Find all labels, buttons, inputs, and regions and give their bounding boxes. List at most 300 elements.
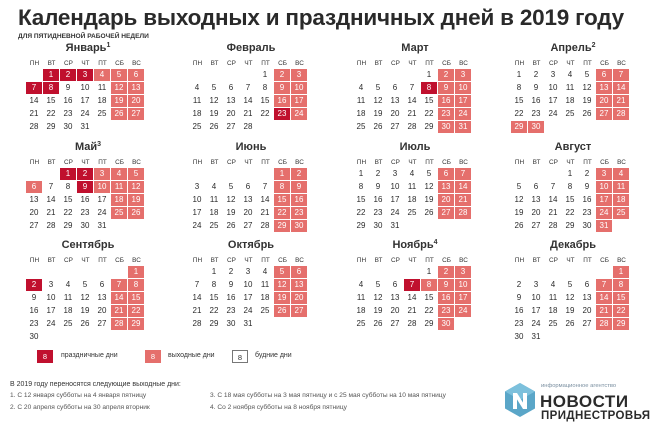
day-cell: 22 bbox=[356, 208, 366, 217]
day-grid bbox=[511, 266, 635, 344]
month-name: Декабрь bbox=[550, 239, 596, 251]
day-cell: 3 bbox=[533, 280, 539, 289]
day-cell: 23 bbox=[226, 306, 236, 315]
day-cell: 15 bbox=[209, 293, 219, 302]
day-cell: 26 bbox=[226, 221, 236, 230]
day-grid bbox=[511, 69, 635, 147]
day-cell-holiday: 2 bbox=[26, 279, 42, 291]
day-grid bbox=[189, 266, 313, 344]
day-grid bbox=[189, 69, 313, 147]
day-cell: 15 bbox=[424, 96, 434, 105]
day-cell: 12 bbox=[80, 293, 90, 302]
day-cell: 15 bbox=[565, 195, 575, 204]
weekday-label: ПТ bbox=[583, 257, 592, 264]
month-title bbox=[511, 239, 635, 251]
day-cell: 9 bbox=[584, 182, 590, 191]
day-cell: 23 bbox=[80, 208, 90, 217]
day-cell: 21 bbox=[407, 109, 417, 118]
day-cell: 6 bbox=[99, 280, 105, 289]
day-cell-weekend: 1 bbox=[128, 266, 144, 278]
day-cell: 29 bbox=[209, 319, 219, 328]
day-cell: 26 bbox=[582, 109, 592, 118]
day-cell-weekend: 30 bbox=[528, 121, 544, 133]
day-cell: 6 bbox=[392, 280, 398, 289]
weekday-label: ПН bbox=[356, 60, 367, 67]
day-cell: 17 bbox=[531, 306, 541, 315]
day-cell: 5 bbox=[567, 280, 573, 289]
day-cell: 14 bbox=[243, 96, 253, 105]
day-cell: 11 bbox=[97, 83, 107, 92]
day-cell-weekend: 28 bbox=[596, 318, 612, 330]
day-cell: 9 bbox=[228, 280, 234, 289]
weekday-label: ВТ bbox=[47, 257, 56, 264]
day-cell-weekend: 24 bbox=[291, 108, 307, 120]
day-cell: 8 bbox=[211, 280, 217, 289]
weekday-header bbox=[353, 257, 477, 266]
weekday-label: ВТ bbox=[210, 257, 219, 264]
day-cell-weekend: 7 bbox=[111, 279, 127, 291]
day-cell: 24 bbox=[531, 319, 541, 328]
weekday-label: СБ bbox=[600, 257, 609, 264]
day-cell: 22 bbox=[46, 109, 56, 118]
month-footnote-mark: 4 bbox=[433, 239, 438, 246]
weekday-header bbox=[189, 159, 313, 168]
day-cell: 26 bbox=[565, 319, 575, 328]
day-cell: 16 bbox=[582, 195, 592, 204]
day-cell: 21 bbox=[548, 208, 558, 217]
day-cell-weekend: 21 bbox=[111, 305, 127, 317]
day-cell-weekend: 1 bbox=[274, 168, 290, 180]
day-cell: 11 bbox=[356, 96, 366, 105]
day-cell-weekend: 4 bbox=[94, 69, 110, 81]
day-cell-holiday: 2 bbox=[77, 168, 93, 180]
day-cell: 26 bbox=[373, 122, 383, 131]
note-item-2: 2. С 20 апреля субботы на 30 апреля вторник bbox=[10, 404, 150, 411]
day-cell: 4 bbox=[262, 267, 268, 276]
legend-workday-swatch: 8 bbox=[232, 350, 248, 363]
weekday-label: СБ bbox=[115, 257, 124, 264]
day-cell: 28 bbox=[29, 122, 39, 131]
day-cell-holiday: 1 bbox=[60, 168, 76, 180]
day-cell: 3 bbox=[392, 169, 398, 178]
day-cell: 16 bbox=[373, 195, 383, 204]
day-cell-weekend: 30 bbox=[291, 220, 307, 232]
day-cell: 14 bbox=[260, 195, 270, 204]
day-cell-weekend: 6 bbox=[596, 69, 612, 81]
day-cell: 10 bbox=[531, 293, 541, 302]
day-cell: 2 bbox=[228, 267, 234, 276]
day-cell-weekend: 22 bbox=[128, 305, 144, 317]
day-cell: 3 bbox=[245, 267, 251, 276]
weekday-label: ВТ bbox=[374, 159, 383, 166]
day-cell: 18 bbox=[260, 293, 270, 302]
day-cell-weekend: 15 bbox=[128, 292, 144, 304]
day-cell: 3 bbox=[550, 70, 556, 79]
day-cell: 23 bbox=[582, 208, 592, 217]
logo-line1: НОВОСТИ bbox=[540, 392, 629, 411]
weekday-label: СР bbox=[549, 159, 558, 166]
day-cell: 28 bbox=[260, 221, 270, 230]
weekday-label: ВС bbox=[132, 159, 141, 166]
day-cell: 2 bbox=[533, 70, 539, 79]
day-cell: 20 bbox=[390, 109, 400, 118]
month-6 bbox=[189, 141, 313, 244]
day-cell: 27 bbox=[243, 221, 253, 230]
month-name: Февраль bbox=[226, 42, 276, 54]
day-cell: 5 bbox=[228, 182, 234, 191]
day-grid bbox=[26, 266, 150, 344]
weekday-header bbox=[26, 159, 150, 168]
day-cell: 20 bbox=[582, 306, 592, 315]
day-cell: 7 bbox=[262, 182, 268, 191]
month-name: Май bbox=[74, 141, 98, 153]
weekday-label: СБ bbox=[442, 257, 451, 264]
weekday-header bbox=[189, 257, 313, 266]
weekday-label: ПН bbox=[514, 159, 525, 166]
month-name: Апрель bbox=[550, 42, 592, 54]
weekday-label: ПТ bbox=[425, 159, 434, 166]
month-name: Июль bbox=[399, 141, 431, 153]
day-cell-weekend: 16 bbox=[438, 292, 454, 304]
day-cell: 1 bbox=[567, 169, 573, 178]
day-cell-weekend: 3 bbox=[455, 69, 471, 81]
day-cell: 21 bbox=[192, 306, 202, 315]
weekday-label: ЧТ bbox=[81, 60, 90, 67]
weekday-label: ПН bbox=[29, 60, 40, 67]
day-cell: 28 bbox=[192, 319, 202, 328]
month-3 bbox=[353, 42, 477, 145]
weekday-header bbox=[353, 159, 477, 168]
note-item-1: 1. С 12 января субботы на 4 января пятницу bbox=[10, 392, 147, 399]
day-cell-weekend: 26 bbox=[128, 207, 144, 219]
day-cell: 18 bbox=[407, 195, 417, 204]
weekday-label: ЧТ bbox=[408, 257, 417, 264]
day-cell-weekend: 29 bbox=[128, 318, 144, 330]
weekday-label: ПН bbox=[192, 60, 203, 67]
weekday-label: ПТ bbox=[425, 60, 434, 67]
weekday-label: ПТ bbox=[425, 257, 434, 264]
day-cell: 22 bbox=[424, 109, 434, 118]
day-cell-weekend: 4 bbox=[613, 168, 629, 180]
day-cell-weekend: 24 bbox=[455, 305, 471, 317]
weekday-label: ПН bbox=[192, 159, 203, 166]
day-cell: 18 bbox=[356, 109, 366, 118]
day-cell-weekend: 14 bbox=[613, 82, 629, 94]
day-cell-weekend: 29 bbox=[613, 318, 629, 330]
weekday-label: ВС bbox=[295, 159, 304, 166]
day-cell: 5 bbox=[82, 280, 88, 289]
day-cell: 12 bbox=[226, 195, 236, 204]
day-cell: 18 bbox=[565, 96, 575, 105]
day-cell: 27 bbox=[531, 221, 541, 230]
day-cell-weekend: 14 bbox=[596, 292, 612, 304]
day-cell: 4 bbox=[211, 182, 217, 191]
day-cell: 7 bbox=[194, 280, 200, 289]
day-cell: 7 bbox=[550, 182, 556, 191]
day-cell: 18 bbox=[192, 109, 202, 118]
day-cell-weekend: 4 bbox=[111, 168, 127, 180]
day-cell: 16 bbox=[29, 306, 39, 315]
day-cell: 10 bbox=[390, 182, 400, 191]
day-cell: 20 bbox=[531, 208, 541, 217]
weekday-label: ВТ bbox=[532, 159, 541, 166]
month-footnote-mark: 2 bbox=[591, 42, 596, 49]
weekday-label: СБ bbox=[442, 159, 451, 166]
day-cell: 18 bbox=[209, 208, 219, 217]
day-cell: 1 bbox=[211, 267, 217, 276]
day-cell-holiday: 3 bbox=[77, 69, 93, 81]
day-cell: 1 bbox=[426, 70, 432, 79]
day-cell: 12 bbox=[565, 293, 575, 302]
day-cell: 15 bbox=[356, 195, 366, 204]
day-cell-weekend: 21 bbox=[613, 95, 629, 107]
weekday-label: ПН bbox=[29, 257, 40, 264]
day-cell: 12 bbox=[424, 182, 434, 191]
weekday-label: ВС bbox=[459, 159, 468, 166]
day-cell-weekend: 28 bbox=[111, 318, 127, 330]
day-cell: 19 bbox=[80, 306, 90, 315]
day-cell-weekend: 9 bbox=[438, 82, 454, 94]
day-cell: 22 bbox=[63, 208, 73, 217]
weekday-label: СБ bbox=[115, 60, 124, 67]
day-cell-weekend: 21 bbox=[596, 305, 612, 317]
day-cell: 24 bbox=[192, 221, 202, 230]
day-cell-weekend: 26 bbox=[111, 108, 127, 120]
day-cell: 27 bbox=[29, 221, 39, 230]
day-cell: 25 bbox=[209, 221, 219, 230]
weekday-label: ВТ bbox=[210, 60, 219, 67]
month-2 bbox=[189, 42, 313, 145]
day-cell-weekend: 15 bbox=[274, 194, 290, 206]
day-cell-weekend: 18 bbox=[613, 194, 629, 206]
day-cell-weekend: 8 bbox=[128, 279, 144, 291]
day-cell-weekend: 16 bbox=[291, 194, 307, 206]
day-cell: 11 bbox=[260, 280, 270, 289]
day-cell: 30 bbox=[29, 332, 39, 341]
day-cell: 1 bbox=[262, 70, 268, 79]
day-cell: 21 bbox=[46, 208, 56, 217]
day-cell: 20 bbox=[97, 306, 107, 315]
day-cell-weekend: 14 bbox=[455, 181, 471, 193]
day-cell: 11 bbox=[209, 195, 219, 204]
day-cell-weekend: 30 bbox=[438, 121, 454, 133]
weekday-label: ВТ bbox=[532, 257, 541, 264]
weekday-label: СБ bbox=[442, 60, 451, 67]
day-cell: 31 bbox=[80, 122, 90, 131]
logo-line2: ПРИДНЕСТРОВЬЯ bbox=[541, 410, 650, 422]
day-cell: 27 bbox=[97, 319, 107, 328]
day-cell: 6 bbox=[245, 182, 251, 191]
day-cell-weekend: 11 bbox=[111, 181, 127, 193]
page-subtitle: ДЛЯ ПЯТИДНЕВНОЙ РАБОЧЕЙ НЕДЕЛИ bbox=[18, 33, 149, 40]
day-cell: 26 bbox=[209, 122, 219, 131]
day-cell-weekend: 20 bbox=[438, 194, 454, 206]
month-footnote-mark: 3 bbox=[97, 141, 102, 148]
weekday-label: ЧТ bbox=[566, 159, 575, 166]
weekday-label: СР bbox=[549, 257, 558, 264]
day-cell: 22 bbox=[209, 306, 219, 315]
day-cell-holiday: 7 bbox=[404, 279, 420, 291]
month-title bbox=[189, 42, 313, 54]
day-cell: 8 bbox=[516, 83, 522, 92]
news-logo-icon bbox=[505, 383, 535, 417]
day-cell: 19 bbox=[424, 195, 434, 204]
month-name: Август bbox=[554, 141, 592, 153]
day-cell: 19 bbox=[373, 306, 383, 315]
day-cell: 23 bbox=[63, 109, 73, 118]
weekday-header bbox=[511, 159, 635, 168]
weekday-label: ЧТ bbox=[81, 159, 90, 166]
day-cell-weekend: 7 bbox=[596, 279, 612, 291]
day-cell-weekend: 17 bbox=[455, 95, 471, 107]
day-cell: 23 bbox=[373, 208, 383, 217]
day-cell: 23 bbox=[29, 319, 39, 328]
weekday-label: ВС bbox=[295, 60, 304, 67]
day-cell: 19 bbox=[565, 306, 575, 315]
day-cell: 12 bbox=[373, 96, 383, 105]
day-cell: 17 bbox=[46, 306, 56, 315]
month-11 bbox=[353, 239, 477, 342]
month-title bbox=[189, 141, 313, 153]
day-cell: 28 bbox=[548, 221, 558, 230]
month-name: Октябрь bbox=[227, 239, 275, 251]
day-cell: 22 bbox=[514, 109, 524, 118]
day-cell-weekend: 15 bbox=[613, 292, 629, 304]
month-name: Март bbox=[401, 42, 429, 54]
month-1 bbox=[26, 42, 150, 145]
day-cell: 25 bbox=[260, 306, 270, 315]
day-cell: 30 bbox=[80, 221, 90, 230]
day-cell: 15 bbox=[46, 96, 56, 105]
day-cell-weekend: 12 bbox=[111, 82, 127, 94]
day-cell-weekend: 14 bbox=[111, 292, 127, 304]
day-cell-weekend: 22 bbox=[613, 305, 629, 317]
day-cell: 21 bbox=[407, 306, 417, 315]
day-cell: 6 bbox=[392, 83, 398, 92]
day-cell-weekend: 5 bbox=[128, 168, 144, 180]
day-cell: 8 bbox=[262, 83, 268, 92]
day-grid bbox=[353, 168, 477, 246]
day-cell: 17 bbox=[192, 208, 202, 217]
day-grid bbox=[26, 69, 150, 147]
day-cell-weekend: 6 bbox=[128, 69, 144, 81]
day-cell: 31 bbox=[531, 332, 541, 341]
day-cell: 23 bbox=[531, 109, 541, 118]
day-cell: 14 bbox=[192, 293, 202, 302]
day-cell: 5 bbox=[375, 280, 381, 289]
day-cell-weekend: 13 bbox=[128, 82, 144, 94]
day-cell-weekend: 6 bbox=[291, 266, 307, 278]
day-cell: 19 bbox=[226, 208, 236, 217]
day-cell: 4 bbox=[358, 280, 364, 289]
day-cell: 26 bbox=[424, 208, 434, 217]
day-cell: 13 bbox=[97, 293, 107, 302]
day-cell: 30 bbox=[63, 122, 73, 131]
day-cell-holiday: 8 bbox=[421, 82, 437, 94]
day-cell-weekend: 27 bbox=[291, 305, 307, 317]
day-cell: 28 bbox=[46, 221, 56, 230]
weekday-label: ПТ bbox=[261, 60, 270, 67]
day-cell: 17 bbox=[243, 293, 253, 302]
day-cell: 10 bbox=[548, 83, 558, 92]
month-10 bbox=[189, 239, 313, 342]
day-cell-weekend: 29 bbox=[511, 121, 527, 133]
month-7 bbox=[353, 141, 477, 244]
month-footnote-mark: 1 bbox=[106, 42, 111, 49]
day-cell: 5 bbox=[584, 70, 590, 79]
day-cell-weekend: 28 bbox=[455, 207, 471, 219]
day-cell-weekend: 16 bbox=[438, 95, 454, 107]
day-cell: 31 bbox=[243, 319, 253, 328]
day-cell-weekend: 20 bbox=[291, 292, 307, 304]
day-cell-holiday: 7 bbox=[26, 82, 42, 94]
day-cell: 5 bbox=[426, 169, 432, 178]
day-cell: 22 bbox=[565, 208, 575, 217]
day-cell: 15 bbox=[514, 96, 524, 105]
weekday-label: ВТ bbox=[47, 159, 56, 166]
month-name: Январь bbox=[65, 42, 107, 54]
weekday-header bbox=[511, 257, 635, 266]
day-cell-weekend: 19 bbox=[128, 194, 144, 206]
day-cell: 31 bbox=[390, 221, 400, 230]
weekday-label: ВТ bbox=[47, 60, 56, 67]
day-cell-weekend: 16 bbox=[274, 95, 290, 107]
day-cell-weekend: 5 bbox=[274, 266, 290, 278]
weekday-label: ПТ bbox=[583, 159, 592, 166]
day-cell: 30 bbox=[373, 221, 383, 230]
day-cell-weekend: 18 bbox=[111, 194, 127, 206]
day-cell-weekend: 5 bbox=[111, 69, 127, 81]
day-cell: 16 bbox=[80, 195, 90, 204]
legend-holiday-label: праздничные дни bbox=[61, 352, 118, 359]
day-cell-weekend: 13 bbox=[438, 181, 454, 193]
day-cell: 29 bbox=[356, 221, 366, 230]
weekday-label: ЧТ bbox=[81, 257, 90, 264]
day-cell: 21 bbox=[29, 109, 39, 118]
weekday-label: ВС bbox=[459, 60, 468, 67]
day-cell: 27 bbox=[390, 319, 400, 328]
day-cell-weekend: 10 bbox=[455, 279, 471, 291]
weekday-label: ПН bbox=[514, 257, 525, 264]
day-cell: 4 bbox=[567, 70, 573, 79]
day-cell: 1 bbox=[358, 169, 364, 178]
day-cell-weekend: 20 bbox=[128, 95, 144, 107]
day-cell-holiday: 1 bbox=[43, 69, 59, 81]
day-cell: 7 bbox=[48, 182, 54, 191]
day-cell-weekend: 10 bbox=[94, 181, 110, 193]
day-grid bbox=[353, 69, 477, 147]
legend-workday-label: будние дни bbox=[255, 352, 292, 359]
day-cell: 14 bbox=[407, 96, 417, 105]
weekday-label: ПТ bbox=[98, 60, 107, 67]
day-cell: 7 bbox=[409, 83, 415, 92]
month-8 bbox=[511, 141, 635, 244]
day-cell: 14 bbox=[548, 195, 558, 204]
legend bbox=[37, 350, 337, 364]
month-title bbox=[511, 141, 635, 153]
day-cell: 2 bbox=[375, 169, 381, 178]
day-cell-weekend: 1 bbox=[613, 266, 629, 278]
day-cell: 26 bbox=[514, 221, 524, 230]
day-cell: 13 bbox=[531, 195, 541, 204]
day-cell-weekend: 17 bbox=[291, 95, 307, 107]
day-cell: 12 bbox=[582, 83, 592, 92]
day-cell-weekend: 24 bbox=[455, 108, 471, 120]
day-cell-weekend: 10 bbox=[455, 82, 471, 94]
day-cell: 8 bbox=[65, 182, 71, 191]
legend-weekend-label: выходные дни bbox=[168, 352, 215, 359]
day-cell: 13 bbox=[226, 96, 236, 105]
